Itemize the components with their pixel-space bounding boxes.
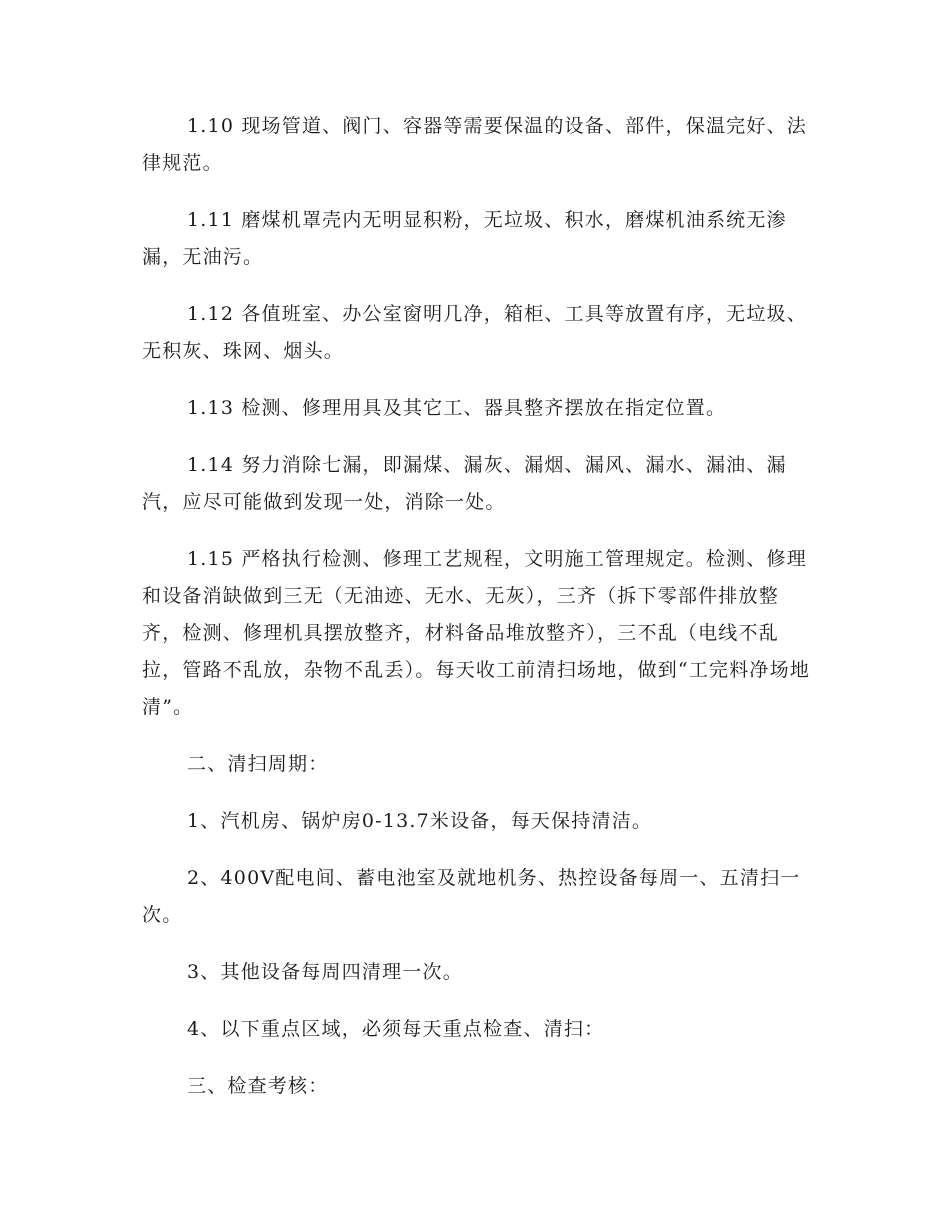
paragraph-1-13: 1.13 检测、修理用具及其它工、器具整齐摆放在指定位置。 (187, 397, 727, 419)
paragraph-1-11: 1.11 磨煤机罩壳内无明显积粉，无垃圾、积水，磨煤机油系统无渗漏，无油污。 (142, 209, 787, 268)
section-heading-cleaning-cycle: 二、清扫周期： (187, 753, 329, 775)
paragraph-1-12: 1.12 各值班室、办公室窗明几净，箱柜、工具等放置有序，无垃圾、无积灰、珠网、烟头。 (142, 303, 807, 362)
cycle-item-1: 1、汽机房、锅炉房0-13.7米设备，每天保持清洁。 (187, 810, 653, 832)
paragraph-1-15: 1.15 严格执行检测、修理工艺规程，文明施工管理规定。检测、修理和设备消缺做到三无（无油迹、无水、无灰），三齐（拆下零部件排放整齐，检测、修理机具摆放整齐，材料备品堆放整齐），三不乱（电线不乱拉，管路不乱放，杂物不乱丢）。每天收工前清扫场地，做到“工完料净场地清”。 (142, 548, 811, 718)
paragraph-1-10: 1.10 现场管道、阀门、容器等需要保温的设备、部件，保温完好、法律规范。 (142, 115, 807, 174)
cycle-item-3: 3、其他设备每周四清理一次。 (187, 961, 463, 983)
cycle-item-4: 4、以下重点区域，必须每天重点检查、清扫： (187, 1018, 605, 1040)
cycle-item-2: 2、400V配电间、蓄电池室及就地机务、热控设备每周一、五清扫一次。 (142, 867, 801, 926)
section-heading-inspection: 三、检查考核： (187, 1075, 329, 1097)
paragraph-1-14: 1.14 努力消除七漏，即漏煤、漏灰、漏烟、漏风、漏水、漏油、漏汽，应尽可能做到发现一处，消除一处。 (142, 454, 787, 513)
document-body (142, 108, 814, 1125)
